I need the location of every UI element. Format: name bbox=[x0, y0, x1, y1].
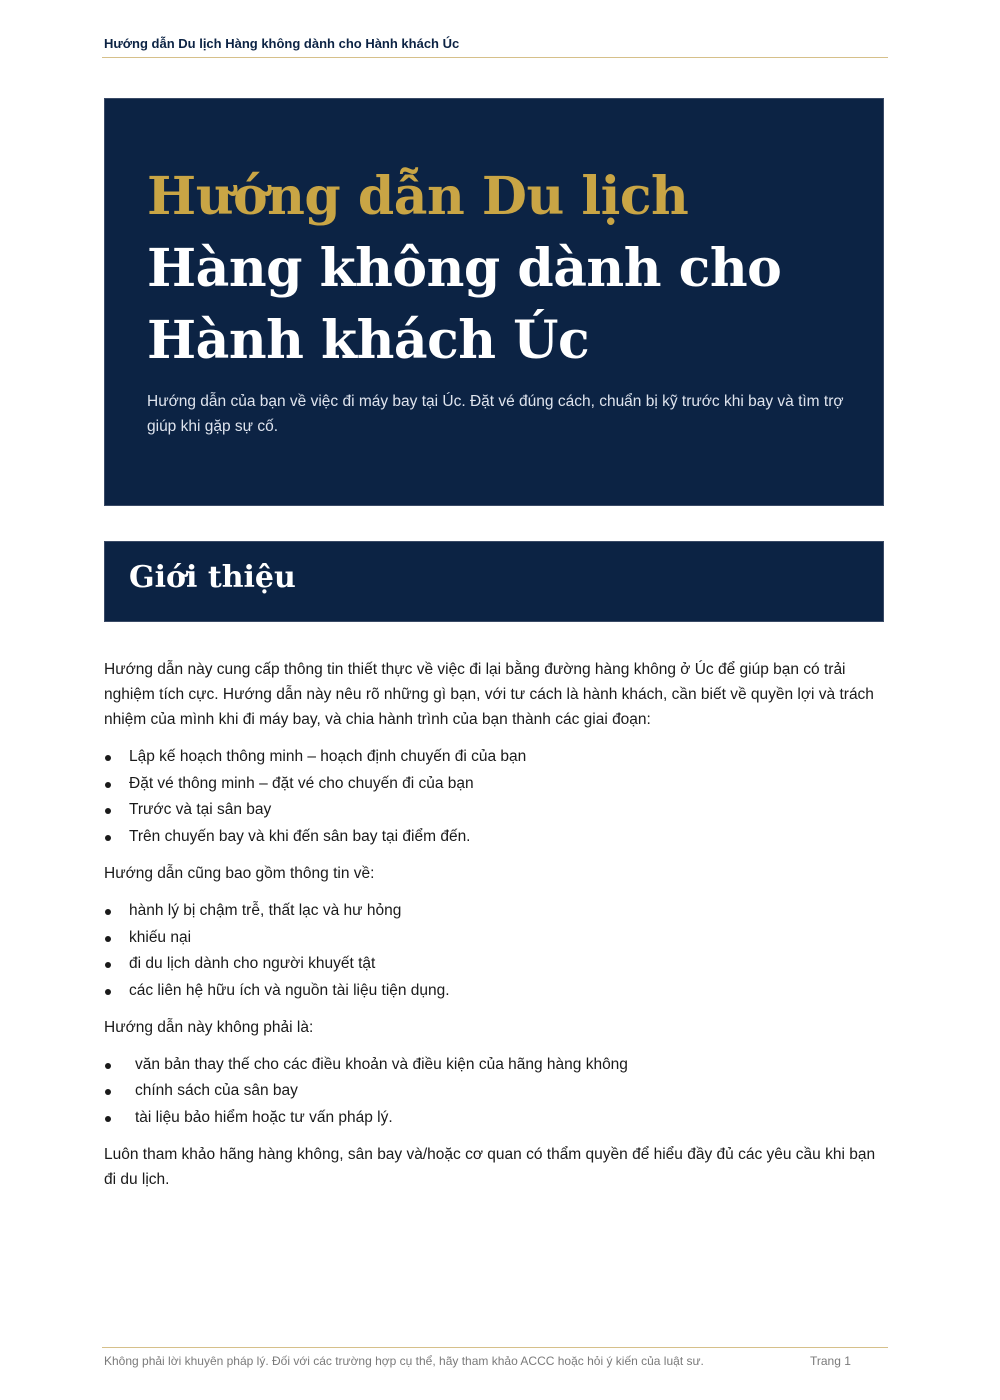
stages-list bbox=[104, 744, 890, 851]
includes-list bbox=[104, 898, 890, 1005]
running-header-title: Hướng dẫn Du lịch Hàng không dành cho Hành khách Úc bbox=[104, 36, 460, 51]
hero-banner bbox=[104, 98, 884, 506]
section-heading-banner bbox=[104, 541, 884, 622]
section-heading: Giới thiệu bbox=[129, 560, 296, 595]
list-item bbox=[104, 1105, 890, 1132]
document-subtitle: Hướng dẫn của bạn về việc đi máy bay tại Úc. Đặt vé đúng cách, chuẩn bị kỹ trước khi bay và tìm trợ giúp khi gặp sự cố. bbox=[147, 393, 844, 435]
section-body bbox=[104, 657, 890, 1204]
list-item bbox=[104, 1078, 890, 1105]
bullet-icon bbox=[105, 1116, 111, 1122]
bullet-icon bbox=[105, 782, 111, 788]
bullet-icon bbox=[105, 1089, 111, 1095]
bullet-icon bbox=[105, 808, 111, 814]
list-item bbox=[104, 925, 890, 952]
header-divider bbox=[102, 57, 888, 58]
list-item-text: tài liệu bảo hiểm hoặc tư vấn pháp lý. bbox=[135, 1109, 393, 1127]
title-line-1: Hướng dẫn Du lịch bbox=[147, 166, 689, 227]
list-item-text: Đặt vé thông minh – đặt vé cho chuyến đi của bạn bbox=[129, 774, 474, 792]
intro-paragraph: Hướng dẫn này cung cấp thông tin thiết thực về việc đi lại bằng đường hàng không ở Úc để giúp bạn có trải nghiệm tích cực. Hướng dẫn này nêu rõ những gì bạn, với tư cách là hành khách, cần biết về quyền lợi và trách nhiệm của mình khi đi máy bay, và chia hành trình của bạn thành các giai đoạn: bbox=[104, 661, 874, 728]
list-item bbox=[104, 824, 890, 851]
title-line-2: Hàng không dành cho bbox=[147, 238, 782, 299]
list-item bbox=[104, 978, 890, 1005]
footer-disclaimer: Không phải lời khuyên pháp lý. Đối với các trường hợp cụ thể, hãy tham khảo ACCC hoặc hỏi ý kiến của luật sư. bbox=[104, 1354, 704, 1368]
document-title bbox=[147, 161, 781, 377]
list-item bbox=[104, 771, 890, 798]
list-item bbox=[104, 744, 890, 771]
list-item bbox=[104, 1052, 890, 1079]
list-item bbox=[104, 898, 890, 925]
bullet-icon bbox=[105, 909, 111, 915]
list-item-text: đi du lịch dành cho người khuyết tật bbox=[129, 955, 376, 973]
list-item-text: văn bản thay thế cho các điều khoản và điều kiện của hãng hàng không bbox=[135, 1055, 628, 1073]
footer-divider bbox=[102, 1347, 888, 1348]
list-item-text: Trên chuyến bay và khi đến sân bay tại điểm đến. bbox=[129, 828, 471, 846]
list-item-text: khiếu nại bbox=[129, 928, 192, 946]
list-item-text: chính sách của sân bay bbox=[135, 1082, 298, 1100]
list-item-text: hành lý bị chậm trễ, thất lạc và hư hỏng bbox=[129, 901, 402, 919]
closing-paragraph: Luôn tham khảo hãng hàng không, sân bay và/hoặc cơ quan có thẩm quyền để hiểu đầy đủ các yêu cầu khi bạn đi du lịch. bbox=[104, 1145, 876, 1188]
not-list bbox=[104, 1052, 890, 1132]
bullet-icon bbox=[105, 755, 111, 761]
bullet-icon bbox=[105, 1063, 111, 1069]
list-item-text: Lập kế hoạch thông minh – hoạch định chuyến đi của bạn bbox=[129, 748, 527, 765]
list-item-text: Trước và tại sân bay bbox=[129, 801, 272, 819]
bullet-icon bbox=[105, 989, 111, 995]
page-number: Trang 1 bbox=[810, 1354, 851, 1368]
includes-intro: Hướng dẫn cũng bao gồm thông tin về: bbox=[104, 864, 375, 882]
bullet-icon bbox=[105, 936, 111, 942]
bullet-icon bbox=[105, 962, 111, 968]
list-item-text: các liên hệ hữu ích và nguồn tài liệu tiện dụng. bbox=[129, 981, 450, 999]
bullet-icon bbox=[105, 835, 111, 841]
title-line-3: Hành khách Úc bbox=[147, 310, 590, 371]
list-item bbox=[104, 951, 890, 978]
not-intro: Hướng dẫn này không phải là: bbox=[104, 1018, 314, 1036]
list-item bbox=[104, 797, 890, 824]
